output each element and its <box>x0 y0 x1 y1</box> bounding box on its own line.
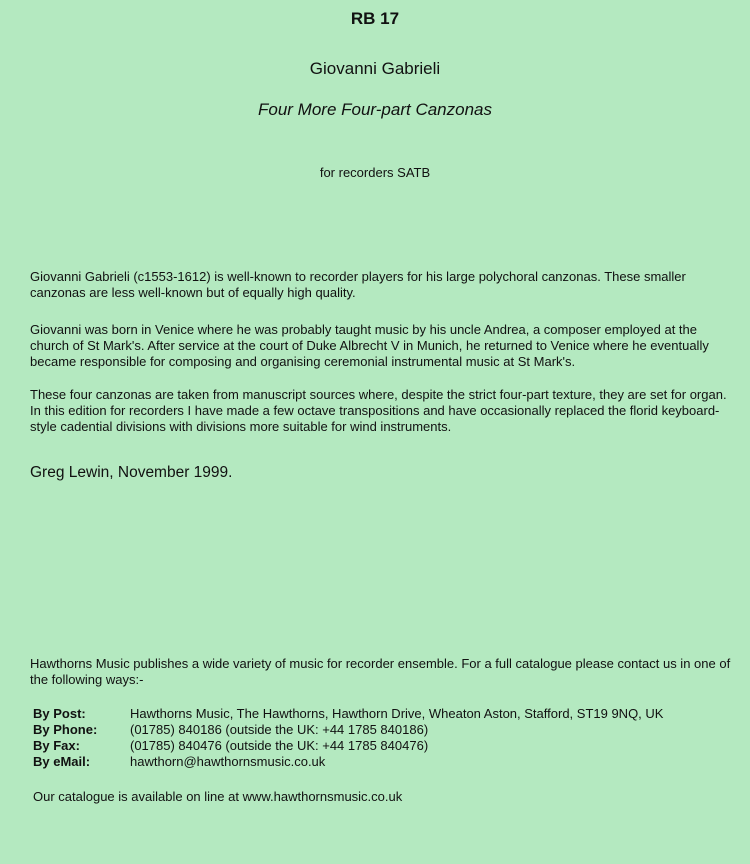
contact-list <box>33 706 663 770</box>
contact-row-fax <box>33 738 663 754</box>
publisher-info: Hawthorns Music publishes a wide variety of music for recorder ensemble. For a full catalogue please contact us in one of the following ways:- <box>30 656 731 687</box>
contact-label: By eMail: <box>33 754 91 769</box>
work-title: Four More Four-part Canzonas <box>257 100 492 119</box>
contact-value: hawthorn@hawthornsmusic.co.uk <box>130 754 326 769</box>
intro-paragraph-3: These four canzonas are taken from manuscript sources where, despite the strict four-part texture, they are set for organ. In this edition for recorders I have made a few octave transpositions and have occasionally replaced the florid keyboard-style cadential divisions with divisions more suitable for wind instruments. <box>30 387 727 434</box>
intro-paragraph-1: Giovanni Gabrieli (c1553-1612) is well-known to recorder players for his large polychoral canzonas. These smaller canzonas are less well-known but of equally high quality. <box>30 269 686 300</box>
contact-label: By Fax: <box>33 738 80 753</box>
online-catalogue-note: Our catalogue is available on line at www.hawthornsmusic.co.uk <box>33 789 403 804</box>
scoring-line: for recorders SATB <box>319 165 431 180</box>
intro-paragraph-2: Giovanni was born in Venice where he was probably taught music by his uncle Andrea, a composer employed at the church of St Mark's. After service at the court of Duke Albrecht V in Munich, he returned to Venice where he eventually became responsible for composing and organising ceremonial instrumental music at St Mark's. <box>30 322 709 369</box>
contact-label: By Post: <box>33 706 86 721</box>
editor-signature: Greg Lewin, November 1999. <box>30 464 233 481</box>
contact-row-email <box>33 754 663 770</box>
contact-value: (01785) 840476 (outside the UK: +44 1785 840476) <box>130 738 429 753</box>
contact-row-post <box>33 706 663 722</box>
contact-label: By Phone: <box>33 722 98 737</box>
composer-name: Giovanni Gabrieli <box>309 59 441 78</box>
contact-value: (01785) 840186 (outside the UK: +44 1785 840186) <box>130 722 429 737</box>
catalogue-code: RB 17 <box>350 9 400 28</box>
contact-row-phone <box>33 722 663 738</box>
contact-value: Hawthorns Music, The Hawthorns, Hawthorn Drive, Wheaton Aston, Stafford, ST19 9NQ, UK <box>130 706 664 721</box>
